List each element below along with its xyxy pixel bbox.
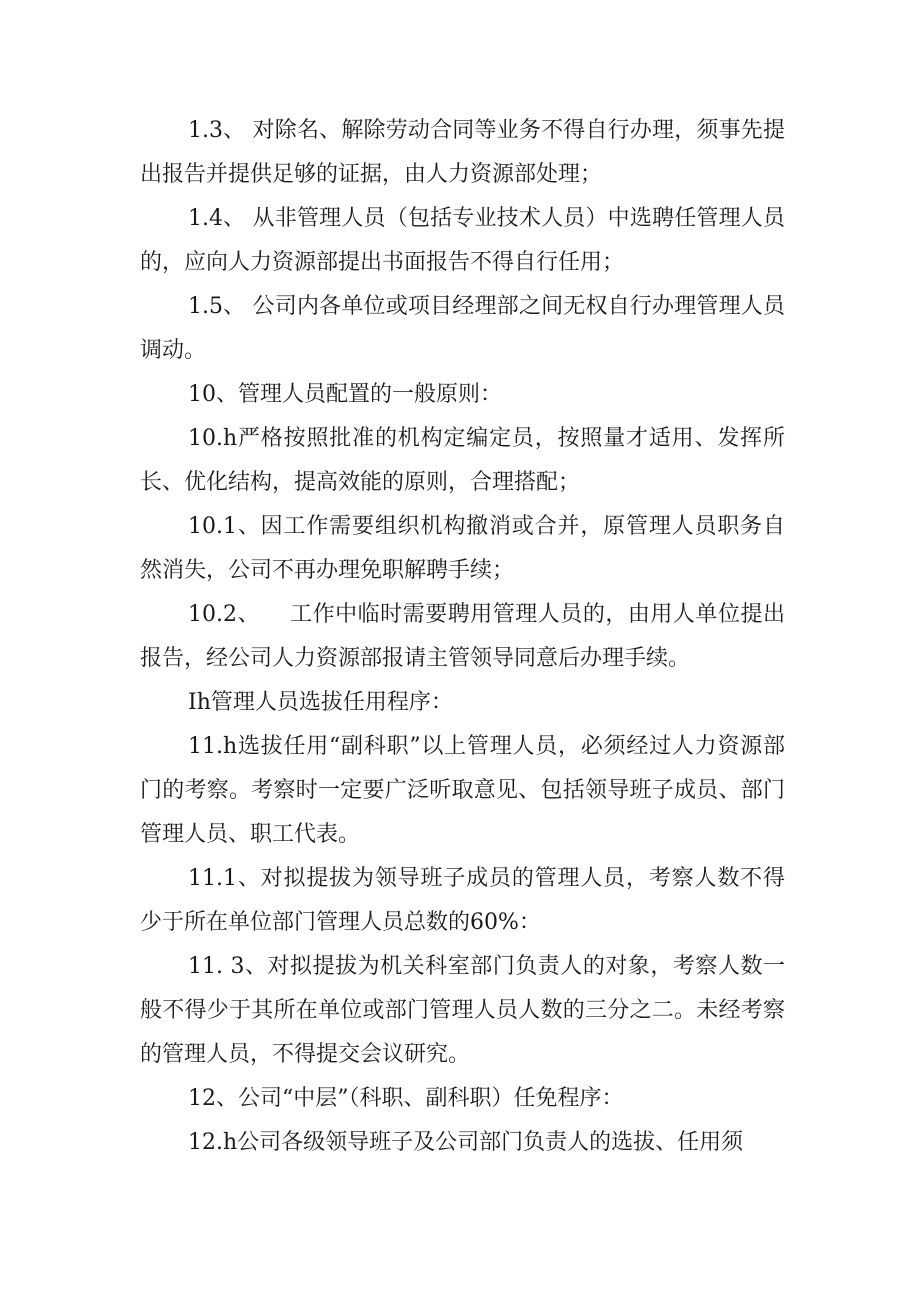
paragraph-1-4: 1.4、 从非管理人员（包括专业技术人员）中选聘任管理人员的，应向人力资源部提出书面报告不得自行任用；: [140, 206, 785, 275]
paragraph-11-h: 11.h选拔任用“副科职”以上管理人员，必须经过人力资源部门的考察。考察时一定要广泛听取意见、包括领导班子成员、部门管理人员、职工代表。: [140, 734, 785, 847]
paragraph-10-h: 10.h严格按照批准的机构定编定员，按照量才适用、发挥所长、优化结构，提高效能的原则，合理搭配；: [140, 426, 785, 495]
section-heading-11: Ih管理人员选拔任用程序：: [188, 690, 453, 715]
paragraph-11-1: 11.1、对拟提拔为领导班子成员的管理人员，考察人数不得少于所在单位部门管理人员总数的60%：: [140, 866, 785, 935]
paragraph-1-5: 1.5、 公司内各单位或项目经理部之间无权自行办理管理人员调动。: [140, 294, 785, 363]
paragraph-12-h: 12.h公司各级领导班子及公司部门负责人的选拔、任用须: [188, 1130, 744, 1155]
section-heading-10: 10、管理人员配置的一般原则：: [188, 382, 502, 407]
document-body: [140, 109, 785, 1165]
paragraph-1-3: 1.3、 对除名、解除劳动合同等业务不得自行办理，须事先提出报告并提供足够的证据，由人力资源部处理；: [140, 118, 785, 187]
paragraph-10-1: 10.1、因工作需要组织机构撤消或合并，原管理人员职务自然消失，公司不再办理免职解聘手续；: [140, 514, 785, 583]
paragraph-10-2: 10.2、 工作中临时需要聘用管理人员的，由用人单位提出报告，经公司人力资源部报请主管领导同意后办理手续。: [140, 602, 785, 671]
section-heading-12: 12、公司“中层”（科职、副科职）任免程序：: [188, 1086, 624, 1111]
paragraph-11-3: 11. 3、对拟提拔为机关科室部门负责人的对象，考察人数一般不得少于其所在单位或部门管理人员人数的三分之二。未经考察的管理人员，不得提交会议研究。: [140, 954, 785, 1067]
